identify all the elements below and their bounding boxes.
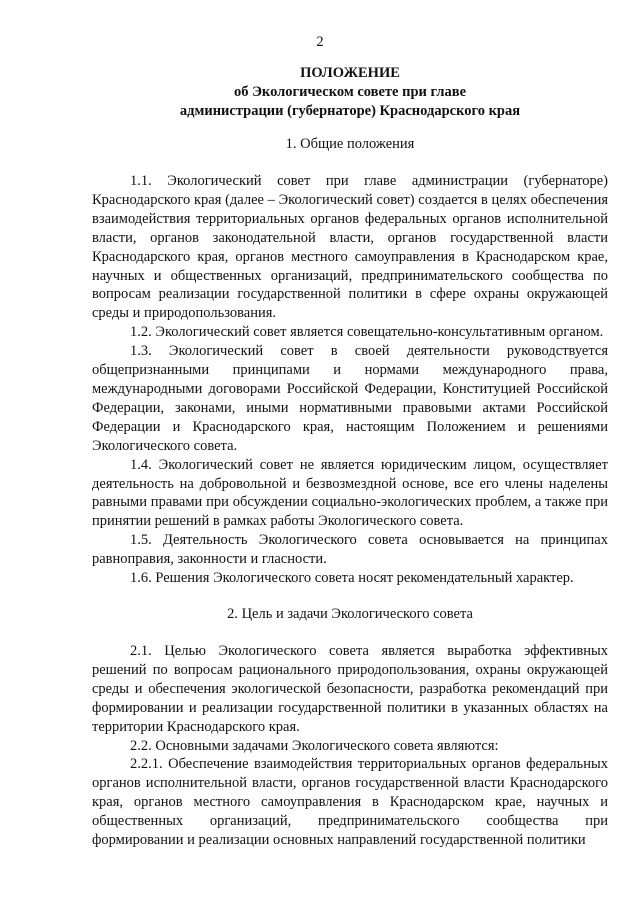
section-heading-1: 1. Общие положения — [285, 136, 415, 152]
page-number: 2 — [316, 34, 324, 50]
document-title — [92, 64, 608, 121]
paragraph-1-1: 1.1. Экологический совет при главе администрации (губернаторе) Краснодарского края (далее – Экологический совет) создается в целях обеспечения взаимодействия территориальных органов федеральных органов исполнительной власти, органов законодательной власти, органов государственной власти Краснодарского края, органов местного самоуправления в Краснодарском крае, научных и общественных организаций, предпринимательского сообщества по вопросам реализации государственной политики в сфере охраны окружающей среды и природопользования. — [92, 173, 608, 322]
paragraph-2-2: 2.2. Основными задачами Экологического совета являются: — [130, 737, 499, 754]
section-1-body — [92, 172, 608, 588]
paragraph-1-2: 1.2. Экологический совет является совещательно-консультативным органом. — [130, 324, 604, 341]
paragraph-1-6: 1.6. Решения Экологического совета носят рекомендательный характер. — [130, 570, 574, 587]
paragraph-1-3: 1.3. Экологический совет в своей деятельности руководствуется общепризнанными принципами и нормами международного права, международными договорами Российской Федерации, Конституцией Российской Федерации, законами, иными нормативными правовыми актами Российской Федерации и Краснодарского края, настоящим Положением и решениями Экологического совета. — [92, 343, 608, 454]
section-heading-2: 2. Цель и задачи Экологического совета — [227, 606, 473, 622]
paragraph-1-4: 1.4. Экологический совет не является юридическим лицом, осуществляет деятельность на добровольной и безвозмездной основе, все его члены наделены равными правами при обсуждении социально-экологических проблем, а также при принятии решений в рамках работы Экологического совета. — [92, 456, 608, 530]
paragraph-2-1: 2.1. Целью Экологического совета является выработка эффективных решений по вопросам рационального природопользования, охраны окружающей среды и обеспечения экологической безопасности, разработка рекомендаций при формировании и реализации государственной политики в указанных областях на территории Краснодарского края. — [92, 643, 608, 735]
paragraph-1-5: 1.5. Деятельность Экологического совета основывается на принципах равноправия, законности и гласности. — [92, 532, 608, 568]
paragraph-2-2-1: 2.2.1. Обеспечение взаимодействия территориальных органов федеральных органов исполнительной власти, органов государственной власти Краснодарского края, органов местного самоуправления в Краснодарском крае, научных и общественных организаций, предпринимательского сообщества при формировании и реализации основных направлений государственной политики — [92, 756, 608, 849]
title-line-2: об Экологическом совете при главе — [233, 84, 467, 100]
section-2-body — [92, 642, 608, 850]
title-line-3: администрации (губернаторе) Краснодарского края — [179, 103, 521, 119]
title-line-1: ПОЛОЖЕНИЕ — [300, 65, 400, 81]
